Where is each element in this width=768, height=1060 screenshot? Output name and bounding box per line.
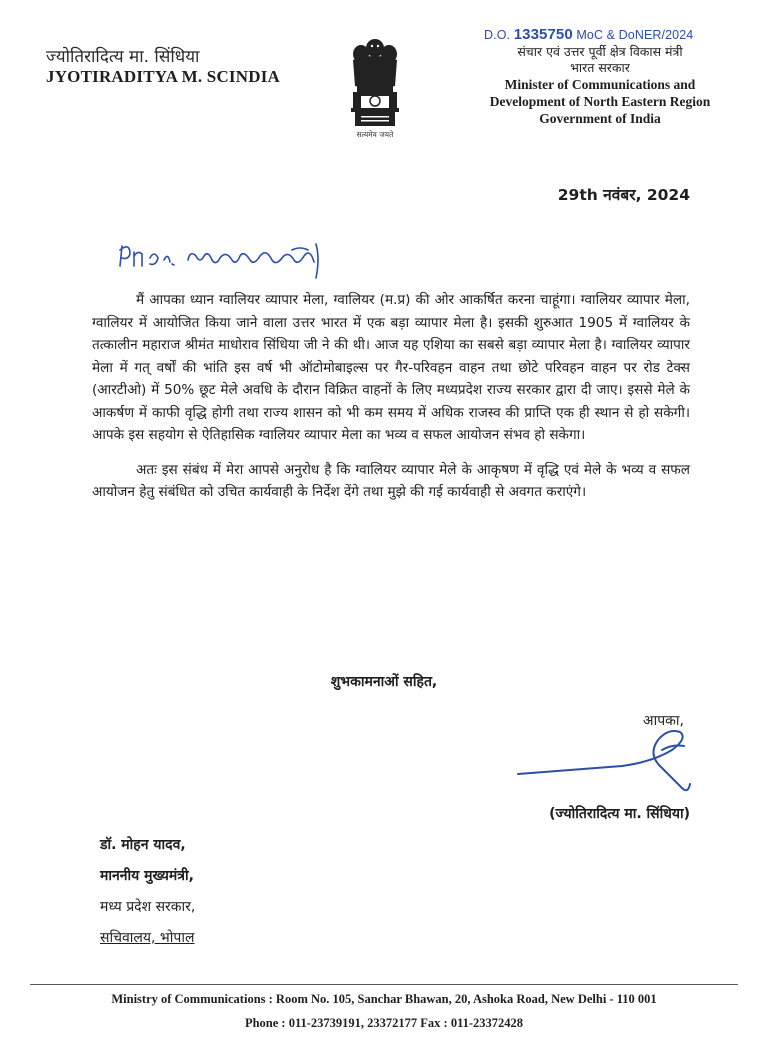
footer-address: Ministry of Communications : Room No. 105, Sanchar Bhawan, 20, Ashoka Road, New Delhi - 110 001 <box>111 992 657 1006</box>
sender-name-english: JYOTIRADITYA M. SCINDIA <box>46 67 280 86</box>
office-hindi-line2: भारत सरकार <box>570 60 630 75</box>
recipient-name: डॉ. मोहन यादव, <box>100 837 186 853</box>
signatory-name: (ज्योतिरादित्य मा. सिंधिया) <box>549 806 690 822</box>
yours-line: आपका, <box>642 713 684 729</box>
reference-suffix: MoC & DoNER/2024 <box>576 28 694 42</box>
recipient-designation: माननीय मुख्यमंत्री, <box>100 868 194 884</box>
closing-greeting: शुभकामनाओं सहित, <box>330 674 438 690</box>
office-hindi-line1: संचार एवं उत्तर पूर्वी क्षेत्र विकास मंत्री <box>517 44 683 59</box>
footer-divider <box>30 984 738 985</box>
lion-capital-icon <box>343 34 407 132</box>
office-english-line1: Minister of Communications and <box>504 77 696 92</box>
recipient-address <box>100 830 195 954</box>
sender-name-hindi: ज्योतिरादित्य मा. सिंधिया <box>46 47 200 67</box>
office-designation <box>470 44 730 127</box>
recipient-location: सचिवालय, भोपाल <box>100 930 195 946</box>
emblem-motto: सत्यमेव जयते <box>356 130 394 139</box>
office-english-line3: Government of India <box>539 111 661 126</box>
office-english-line2: Development of North Eastern Region <box>489 94 711 109</box>
signature <box>512 726 702 796</box>
body-paragraph-2: अतः इस संबंध में मेरा आपसे अनुरोध है कि ग्वालियर व्यापार मेले के आकृषण में वृद्धि एवं मेले के भव्य व सफल आयोजन हेतु संबंधित को उचित कार्यवाही के निर्देश देंगे तथा मुझे की गई कार्यवाही से अवगत कराएंगे। <box>92 461 690 500</box>
reference-prefix: D.O. <box>484 28 511 42</box>
recipient-government: मध्य प्रदेश सरकार, <box>100 899 196 915</box>
handwritten-salutation <box>116 238 346 288</box>
footer-contact: Phone : 011-23739191, 23372177 Fax : 011-23372428 <box>244 1016 524 1030</box>
reference-number-value: 1335750 <box>513 26 573 43</box>
letter-body <box>92 289 690 516</box>
reference-number <box>484 26 693 43</box>
national-emblem <box>343 34 407 144</box>
letter-date: 29th नवंबर, 2024 <box>557 186 690 204</box>
body-paragraph-1: मैं आपका ध्यान ग्वालियर व्यापार मेला, ग्वालियर (म.प्र) की ओर आकर्षित करना चाहूंगा। ग्वालियर व्यापार मेला, ग्वालियर में आयोजित किया जाने वाला उत्तर भारत में एक बड़ा व्यापार मेला है। इसकी शुरुआत 1905 में ग्वालियर के तत्कालीन महाराज श्रीमंत माधोराव सिंधिया जी ने की थी। आज यह एशिया का सबसे बड़ा व्यापार मेला है। ग्वालियर व्यापार मेला में गत् वर्षों की भांति इस वर्ष भी ऑटोमोबाइल्स पर गैर-परिवहन वाहन तथा छोटे परिवहन वाहन पर रोड टेक्स (आरटीओ) में 50% छूट मेले अवधि के दौरान विक्रित वाहनों के लिए मध्यप्रदेश राज्य सरकार द्वारा दी जाए। इससे मेले के आकर्षण में काफी वृद्धि होगी तथा राज्य शासन को भी कम समय में अधिक राजस्व की प्राप्ति एक ही स्थान से हो सकेगी। आपके इस सहयोग से ऐतिहासिक ग्वालियर व्यापार मेला का भव्य व सफल आयोजन संभव हो सकेगा। <box>92 292 690 443</box>
